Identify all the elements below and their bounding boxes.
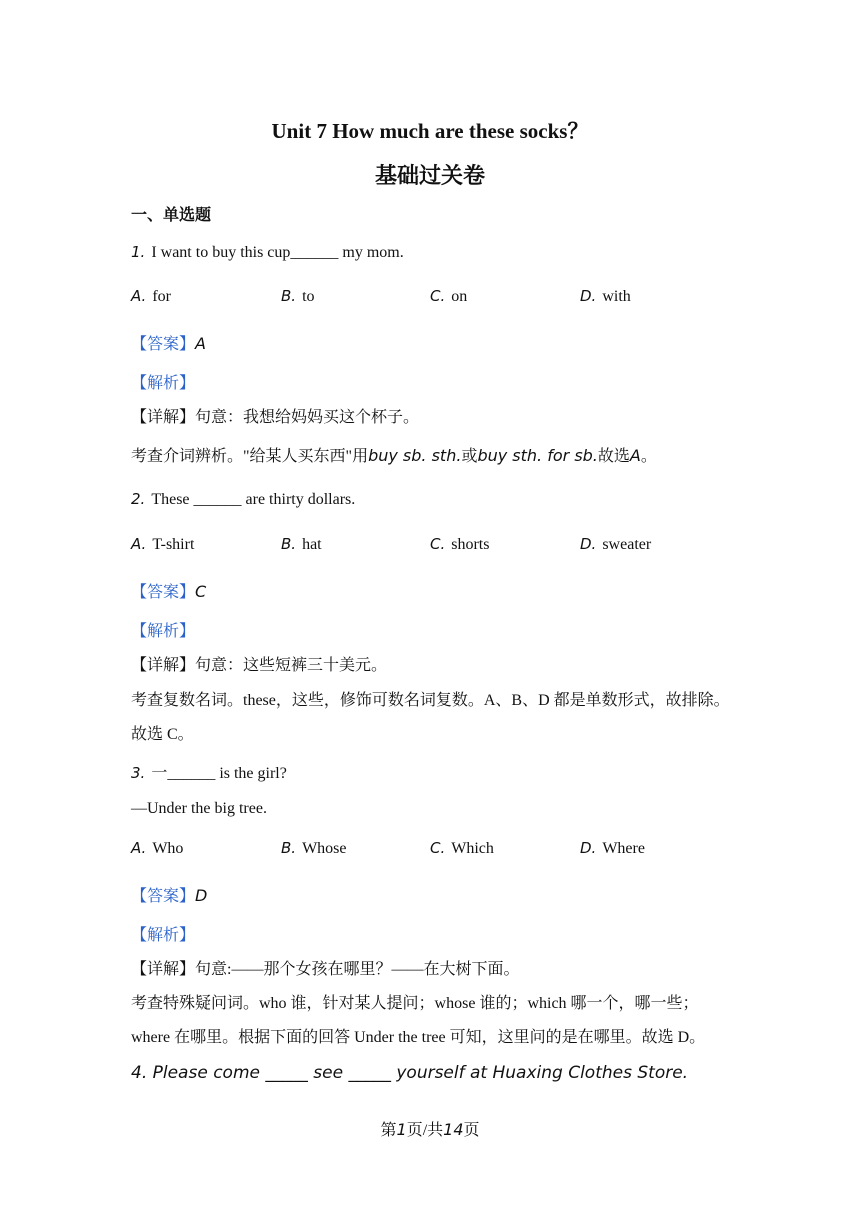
footer-text: 第 bbox=[380, 1122, 397, 1139]
option-b bbox=[281, 535, 322, 554]
option-text: Which bbox=[451, 840, 494, 857]
option-b bbox=[281, 287, 315, 306]
option-label: B. bbox=[281, 535, 297, 553]
option-label: A. bbox=[131, 839, 147, 857]
question-stem: 一______ is the girl? bbox=[151, 765, 287, 782]
answer-line bbox=[131, 579, 206, 602]
option-text: shorts bbox=[451, 536, 490, 553]
question-3 bbox=[131, 760, 287, 783]
explanation-line: 考查复数名词。these，这些，修饰可数名词复数。A、B、D 都是单数形式，故排除。 bbox=[131, 692, 730, 709]
detail-line bbox=[131, 652, 387, 675]
option-label: B. bbox=[281, 839, 297, 857]
question-number: 1. bbox=[131, 243, 146, 261]
option-label: D. bbox=[580, 535, 597, 553]
explanation-text: 故选 bbox=[597, 448, 630, 465]
footer-text: 页/共 bbox=[406, 1122, 444, 1139]
option-text: on bbox=[451, 288, 468, 305]
question-stem: These ______ are thirty dollars. bbox=[151, 491, 356, 508]
analysis-tag: 【解析】 bbox=[131, 623, 196, 640]
option-text: with bbox=[602, 288, 631, 305]
option-c bbox=[430, 535, 489, 554]
question-stem: I want to buy this cup______ my mom. bbox=[151, 244, 404, 261]
question-3-response: —Under the big tree. bbox=[131, 800, 267, 817]
answer-value: D bbox=[195, 886, 208, 905]
detail-text: 句意：我想给妈妈买这个杯子。 bbox=[195, 409, 420, 426]
option-c bbox=[430, 839, 494, 858]
explanation-line: where 在哪里。根据下面的回答 Under the tree 可知，这里问的是在哪里。故选 D。 bbox=[131, 1029, 706, 1046]
question-1 bbox=[131, 243, 404, 262]
option-text: sweater bbox=[602, 536, 652, 553]
option-text: Who bbox=[152, 840, 184, 857]
question-4: 4. Please come _____ see _____ yourself at Huaxing Clothes Store. bbox=[131, 1063, 689, 1083]
detail-tag: 【详解】 bbox=[131, 409, 196, 426]
detail-line bbox=[131, 956, 519, 979]
answer-value: A bbox=[195, 334, 206, 353]
section-heading: 一、单选题 bbox=[131, 207, 212, 224]
detail-line bbox=[131, 404, 419, 427]
page-footer bbox=[0, 1117, 860, 1140]
analysis-tag: 【解析】 bbox=[131, 375, 196, 392]
footer-text: 页 bbox=[463, 1122, 480, 1139]
option-a bbox=[131, 287, 171, 306]
answer-tag: 【答案】 bbox=[131, 888, 196, 905]
question-number: 2. bbox=[131, 490, 146, 508]
answer-tag: 【答案】 bbox=[131, 584, 196, 601]
page-subtitle: 基础过关卷 bbox=[374, 163, 485, 188]
option-label: C. bbox=[430, 535, 446, 553]
option-b bbox=[281, 839, 347, 858]
detail-text: 句意：这些短裤三十美元。 bbox=[195, 657, 388, 674]
option-a bbox=[131, 535, 194, 554]
answer-line bbox=[131, 883, 207, 906]
detail-text: 句意:——那个女孩在哪里？——在大树下面。 bbox=[195, 961, 520, 978]
option-label: A. bbox=[131, 535, 147, 553]
phrase-a: buy sb. sth. bbox=[368, 446, 462, 465]
option-text: Where bbox=[602, 840, 645, 857]
explanation-text: 考查介词辨析。"给某人买东西"用 bbox=[131, 448, 369, 465]
explanation-line bbox=[131, 443, 657, 466]
total-pages: 14 bbox=[443, 1120, 464, 1139]
option-c bbox=[430, 287, 467, 306]
option-a bbox=[131, 839, 183, 858]
option-label: D. bbox=[580, 287, 597, 305]
phrase-b: buy sth. for sb. bbox=[477, 446, 598, 465]
explanation-line: 故选 C。 bbox=[131, 726, 194, 743]
option-label: A. bbox=[131, 287, 147, 305]
option-text: T-shirt bbox=[152, 536, 195, 553]
option-label: C. bbox=[430, 287, 446, 305]
explanation-text: 。 bbox=[640, 448, 657, 465]
option-text: to bbox=[302, 288, 315, 305]
option-text: hat bbox=[302, 536, 322, 553]
answer-line bbox=[131, 331, 206, 354]
option-label: C. bbox=[430, 839, 446, 857]
question-2 bbox=[131, 490, 355, 509]
detail-tag: 【详解】 bbox=[131, 961, 196, 978]
explanation-line: 考查特殊疑问词。who 谁，针对某人提问；whose 谁的；which 哪一个，哪一些； bbox=[131, 995, 699, 1012]
option-d bbox=[580, 535, 651, 554]
page-number: 1 bbox=[396, 1120, 407, 1139]
option-label: D. bbox=[580, 839, 597, 857]
explanation-answer: A bbox=[629, 446, 641, 465]
option-label: B. bbox=[281, 287, 297, 305]
explanation-text: 或 bbox=[461, 448, 478, 465]
detail-tag: 【详解】 bbox=[131, 657, 196, 674]
option-d bbox=[580, 839, 645, 858]
question-number: 3. bbox=[131, 764, 146, 782]
page-title: Unit 7 How much are these socks？ bbox=[271, 119, 589, 143]
analysis-tag: 【解析】 bbox=[131, 927, 196, 944]
answer-value: C bbox=[195, 582, 207, 601]
option-text: for bbox=[152, 288, 171, 305]
option-text: Whose bbox=[302, 840, 347, 857]
option-d bbox=[580, 287, 631, 306]
answer-tag: 【答案】 bbox=[131, 336, 196, 353]
